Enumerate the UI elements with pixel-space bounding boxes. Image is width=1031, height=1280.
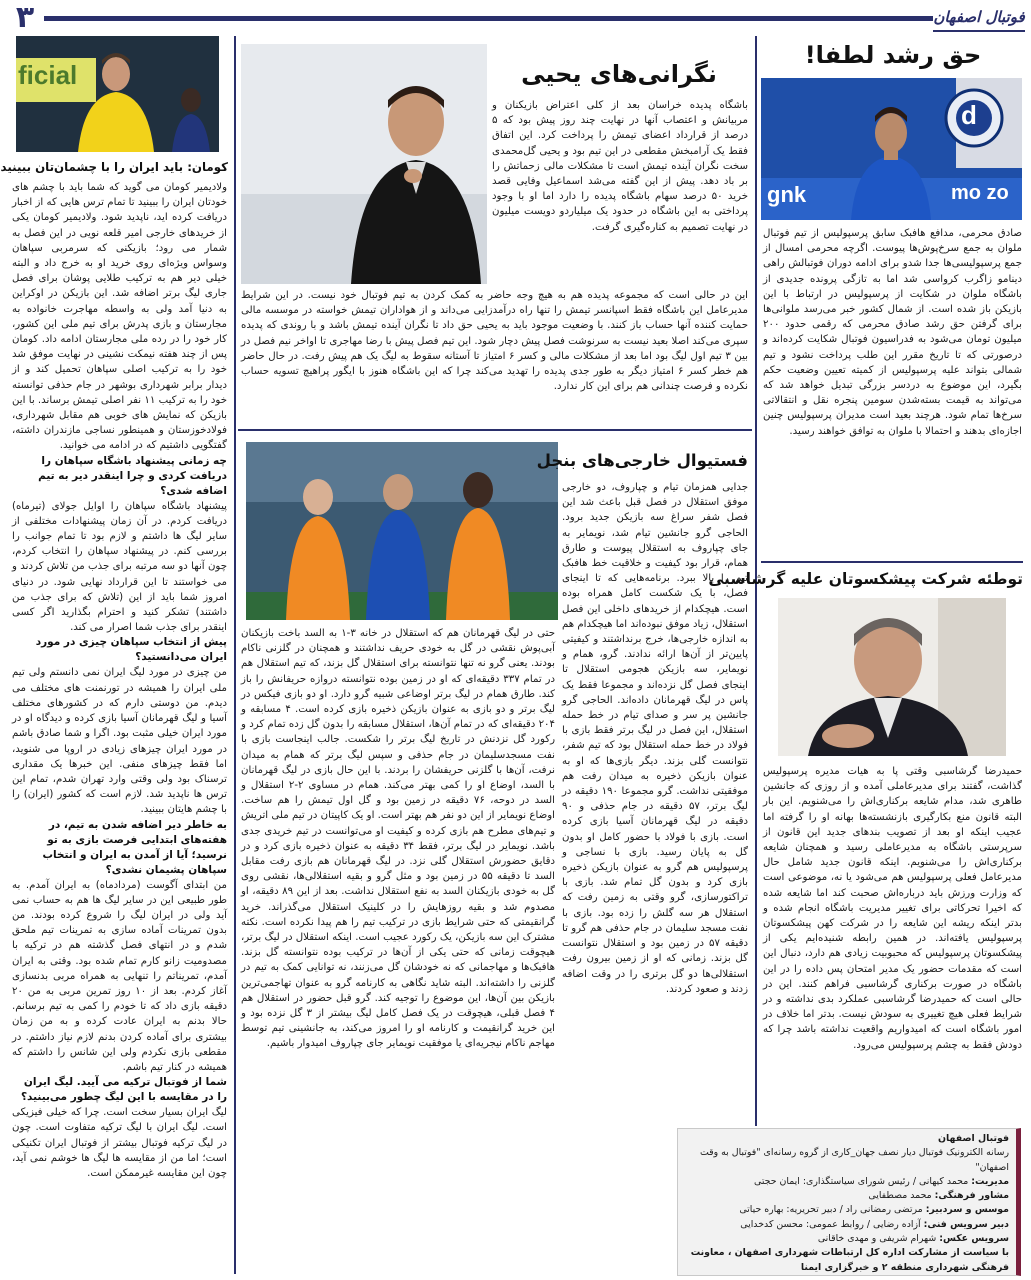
publication-logo: فوتبال اصفهان	[933, 2, 1025, 32]
article-title-foreigners: فستیوال خارجی‌های بنجل	[536, 451, 748, 470]
credits-label: مدیریت:	[971, 1175, 1009, 1187]
credits-label: موسس و سردبیر:	[925, 1204, 1009, 1216]
koman-question-1: چه زمانی پیشنهاد باشگاه سپاهان را دریافت کردی و چرا اینقدر دیر به تیم اضافه شدی؟	[38, 454, 227, 497]
photo-moharrami	[761, 78, 1022, 220]
credits-value: محمد کیهانی / رئیس شورای سیاستگذاری: ایمان حجتی	[754, 1175, 969, 1187]
credits-value: شهرام شریفی و مهدی خاقانی	[817, 1233, 937, 1245]
credits-label: با سیاست از مشارکت اداره کل ارتباطات شهرداری اصفهان ، معاونت فرهنگی شهرداری منطقه ۲ و خبرگزاری ایمنا	[690, 1247, 1009, 1273]
koman-question-3: به خاطر دیر اضافه شدن به تیم، در هفته‌های ابتدایی فرصت بازی به تو نرسید؛ آیا از آمدن به ایران و انتخاب سپاهان پشیمان نشدی؟	[42, 818, 227, 876]
article-body-foreigners-right: جدایی همزمان تیام و چپاروف، دو خارجی موفق استقلال در فصل قبل باعث شد این فصل شفر سراغ سه بازیکن جدید برود. الحاجی گرو جانشین تیام شد، نویمایر به جای چپاروف به استقلال پیوست و طارق همام، قرار بود کیفیت و خلاقیت خط هافبک تیم را بالا ببرد. برنامه‌هایی که تا اینجای فصل، با یک شکست کامل همراه بوده است. هیچکدام از خریدهای داخلی این فصل استقلال، زیاد موفق نبوده‌اند اما هیچکدام هم به اندازه خارجی‌ها، خرج برنداشتند و کیفیتی پایین‌تر از آن‌ها ارائه ندادند. گرو، همام و نویمایر، سه بازیکن هجومی استقلال تا اینجای فصل گل نزده‌اند و مجموعا فقط یک پاس در لیگ قهرمانان داده‌اند. الحاجی گرو جانشین پر سر و صدای تیام در خط حمله استقلال، این فصل در لیگ برتر فقط بازی با فولاد در خط حمله استقلال بود که تیم شفر، نتوانست گلی بزند. دیگر بازی‌ها که او به عنوان بازیکن ذخیره به میدان رفت هم موفقیتی نداشت. گرو مجموعا ۱۹۰ دقیقه در لیگ برتر، ۵۷ دقیقه در جام حذفی و ۹۰ دقیقه در لیگ قهرمانان آسیا بازی کرده است. بازی با فولاد با حضور کامل او بدون گل به پایان رسید. بازی با نساجی و پرسپولیس هم گرو به عنوان بازیکن ذخیره بازی کرد و بدون گل تمام شد. بازی با تراکتورسازی، گرو وقتی به زمین رفت که استقلال هر سه گلش را زده بود. بازی با نفت مسجد سلیمان در جام حذفی هم گرو تا دقیقه ۵۷ در زمین بود و استقلال نتوانست گل بزند. زمانی که او از زمین بیرون رفت استقلالی‌ها دو گل برتری را در وقت اضافه زدند و صعود کردند.	[561, 482, 749, 995]
article-title-koman: کومان: باید ایران را با چشمان‌تان ببینید	[0, 160, 228, 174]
brand-text: mo zo	[951, 182, 1009, 204]
article-body-foreigners-left: حتی در لیگ قهرمانان هم که استقلال در خانه ۳-۱ به السد باخت بازیکنان آبی‌پوش نقشی در گل به خودی حریف نداشتند و همچنان در گلزنی ناکام بودند. یعنی گرو نه تنها نتوانسته برای استقلال گل بزند، که تیم استقلال هم در تمام ۳۳۷ دقیقه‌ای که او در زمین بوده نتوانسته دروازه حریفانش را باز کند. طارق همام در لیگ برتر اوضاعی شبیه گرو دارد. او دو بازی فیکس در لیگ برتر و دو بازی به عنوان بازیکن ذخیره بازی کرده است. ۴ مسابقه و ۲۰۴ دقیقه‌ای که در تمام آن‌ها، استقلال مسابقه را بدون گل زده تمام کرد و رکورد گل نزدنش در تاریخ لیگ برتر را شکست. جالب اینجاست بازی با نفت مسجدسلیمان در جام حذفی و سپس لیگ برتر که همام به میدان نرفت، آن‌ها با گلزنی حریفشان را بردند. با این حال بازی در لیگ قهرمانان با السد، اوضاع او را کمی بهتر می‌کند. همام در مساوی ۲-۲ استقلال و السد در دوحه، ۷۶ دقیقه در زمین بود و گل اول تیمش را هم ساخت. اوضاع نویمایر از این دو نفر هم بهتر است. او یک کاپیتان در تیم ملی اتریش و تیم‌های مطرح هم بازی کرده و کیفیت او می‌توانست در تیم خریدی جدی باشد. نویمایر در لیگ برتر، فقط ۳۴ دقیقه به عنوان ذخیره بازی کرد و در دقایق حضورش استقلال گلی نزد. در لیگ قهرمانان هم بازی رفت مقابل السد تا دقیقه ۵۵ در زمین بود و مثل گرو و بقیه استقلالی‌ها، نقشی روی گل به خودی بازیکنان السد به نفع استقلال نداشت. بعد از این ۸۹ دقیقه، او مصدوم شد و بقیه روزهایش را در کلینیک استقلال می‌گذراند. خرید گرانقیمتی که حتی شرایط بازی در ترکیب تیم را هم پیدا نکرده است. نکته مشترک این سه بازیکن، یک رکورد عجیب است. اینکه استقلال در لیگ برتر، هیچوقت زمانی که حتی یکی از آن‌ها در ترکیب بوده نتوانسته گل بزند. هافبک‌ها و مهاجمانی که نه خودشان گل می‌زنند، نه توانایی کمک به تیم در گلزنی را داشته‌اند. البته شاید نگاهی به کارنامه گرو به عنوان تهاجمی‌ترین بازیکن بین آن‌ها، این موضوع را توجیه کند. گرو قبل حضور در استقلال هم ۴ فصل قبلی، هیچوقت در یک فصل کامل لیگ بیشتر از ۳ گل نزده بود و این خرید گرانقیمت و کارنامه او را امروز می‌کند، به جانشینی تیم توسط مهاجم ناکام نیجریه‌ای یا موفقیت نویمایر جای چپاروف امیدوار باشیم.	[241, 628, 556, 1050]
credits-value: مرتضی رمضانی راد / دبیر تحریریه: بهاره حیاتی	[739, 1204, 923, 1216]
credits-label: دبیر سرویس فنی:	[923, 1218, 1009, 1230]
article-body-sadegh: صادق محرمی، مدافع هافبک سابق پرسپولیس از تیم فوتبال ملوان به جمع سرخ‌پوش‌ها پیوست. اگرچه محرمی امسال از جمع پرسپولیسی‌ها جدا شدو برای ادامه دوران فوتبالش راهی دینامو زاگرب کرواسی شد اما به تازگی پرونده جدیدی از باشگاه ملوان در شکایت از پرسپولیس در ارتباط با این بازیکن باز شده است. از شمال کشور خبر می‌رسد ملوانی‌ها برای گرفتن حق رشد صادق محرمی که رقمی حدود ۲۰۰ میلیون تومان می‌شود به فدراسیون فوتبال شکایت کرده‌اند و درصورتی که تا تاریخ مقرر این طلب پرداخت نشود و تیم شمالی بتواند علیه پرسپولیس از کمیته تعیین وضعیت حکم بگیرد، این موضوع به دردسر بزرگی تبدیل خواهد شد که می‌تواند به قیمت بسته‌شدن سومین پنجره نقل و انتقالاتی سرخ‌ها تمام شود. هرچند بعید است مدیران پرسپولیس چنین اجازه‌ای بدهند و احتمالا با ملوان به توافق خواهند رسید.	[763, 228, 1022, 437]
article-body-yahya-intro: باشگاه پدیده خراسان بعد از کلی اعتراض بازیکنان و مربیانش و اعتصاب آنها در نهایت چند روز پیش بود که ۵ درصد از قرارداد اعضای تیمش را پرداخت کرد. این اتفاق فقط یک آرامبخش مقطعی در این تیم بود و یحیی گل‌محمدی سخت نگران آینده تیمش است تا مشکلات مالی زحماتش را بر باد دهد. پیش از این گفته می‌شد اسماعیل وفایی قصد خرید ۵۰ درصد سهام باشگاه پدیده را دارد اما او با وجود پرداختی به این باشگاه در حدود یک میلیاردو دویست میلیون در نهایت تصمیم به کناره‌گیری گرفت.	[492, 100, 748, 233]
article-body-garshasbi: حمیدرضا گرشاسبی وقتی پا به هیات مدیره پرسپولیس گذاشت، گفتند برای مدیرعاملی آمده و از روزی که جانشین طاهری شد، مدام شایعه برکناری‌اش را می‌شنویم. این بار البته قانون منع بکارگیری بازنشسته‌ها بهانه او را گرفته اما عجیب اینکه او بعد از تصویب بندهای جدید این قانون از سرپرستی باشگاه به مدیرعاملی رسید و همچنان شایعه برکناری‌اش را می‌شنویم. اینکه قانون جدید شامل حال مدیرعامل فعلی پرسپولیس هم می‌شود یا نه، موضوعی است که وزارت ورزش باید درباره‌اش صحبت کند اما شایعه شده که اخیرا تحرکاتی برای تغییر مدیریت باشگاه انجام شده و بدتر اینکه ریشه این شایعه را در شرکت کهن پیشکسوتان پرسپولیس یافته‌اند. در همین رابطه شنیده‌ایم یکی از پیشکسوتان پرسپولیس که محبوبیت زیادی هم دارد، دنبال این است که مقدمات حضور یک مدیر امتحان پس داده را در این باشگاه در صورت برکناری گرشاسبی فراهم کنند. این در حالی است که حمیدرضا گرشاسبی عملکرد بدی نداشته و در شرایط فعلی هیچ تغییری به سودش نیست. بدتر اما خلاف در امور باشگاه است که امیدواریم واقعیت نداشته باشد چرا که دودش فقط به چشم پرسپولیس می‌رود.	[763, 766, 1022, 1051]
photo-garshasbi	[778, 598, 1006, 756]
club-crest-letter: d	[961, 100, 977, 130]
article-title-yahya: نگرانی‌های یحیی	[521, 60, 717, 88]
column-divider	[234, 36, 236, 1274]
article-body-yahya: این در حالی است که مجموعه پدیده هم به هیچ وجه حاضر به کمک کردن به تیم فوتبال خود نیست. در این شرایط مدیرعامل این باشگاه فقط اسپانسر تیمش را تنها راه درآمدزایی می‌داند و از هواداران تیمش خواسته در موسسه مالی حمایت کننده آنها حساب باز کنند. با وضعیت موجود باید به یحیی حق داد تا نگران آینده تیمش باشد و با روندی که پدیده سپری می‌کند اصلا بعید نیست به سرنوشت فصل پیش دچار شود. این تیم فصل پیش با رضا مهاجری تا اواخر نیم فصل در بین ۳ تیم اول لیگ بود اما بعد از مشکلات مالی و کسر ۶ امتیاز تا آستانه سقوط به لیگ یک هم پیش رفت. در حال حاضر هم خطر کسر ۶ امتیاز دیگر به طور جدی پدیده را تهدید می‌کند چرا که این باشگاه هنوز با ایگور پراهیچ تسویه حساب نکرده و فرصت چندانی هم برای این کار ندارد.	[241, 290, 748, 393]
koman-answer-2: من چیزی در مورد لیگ ایران نمی دانستم ولی تیم ملی ایران را همیشه در تورنمنت های مختلف می دیدم. من دوستی دارم که در کشورهای مختلف آسیا و لیگ قهرمانان آسیا بازی کرده و دیدگاه او در مورد ایران خیلی مثبت بود. اگرا و شما صادق باشم در مورد ایران چیزهای زیادی در اروپا می شنوید، اما فقط چیزهای منفی. این خبرها یک مقداری ترسناک بود ولی وقتی وارد تهران شدم، تمام این ترس ها ناپدید شد. لازم است که کشور (ایران) را با چشم هایتان ببینید.	[12, 667, 227, 816]
koman-question-4: شما از فوتبال ترکیه می آیید. لیگ ایران را در مقایسه با این لیگ چطور می‌بینید؟	[20, 1076, 227, 1104]
sponsor-text: gnk	[767, 182, 807, 207]
credits-value: آزاده رضایی / روابط عمومی: محسن کدخدایی	[740, 1218, 921, 1230]
credits-value: محمد مصطفایی	[868, 1190, 932, 1202]
koman-intro: ولادیمیر کومان می گوید که شما باید با چشم های خودتان ایران را ببینید تا تمام ترس هایی که از اخبار دریافت کرده اید، ناپدید شود. ولادیمیر کومان یکی از خریدهای خارجی امیر قلعه نویی در این فصل به شمار می رود؛ بازیکنی که سرمربی سپاهان وسواس ویژه‌ای روی خرید او به خرج داد و البته خیلی دیر هم به ترکیب طلایی پوشان برای فصل جاری لیگ برتر اضافه شد. این بازیکن در اوکراین به دنیا آمد ولی به واسطه مهاجرت خانواده به مجارستان و بازی پدرش برای تیم ملی این کشور، کار خود را در رده ملی مجارستان ادامه داد. کومان پس از چند هفته نیمکت نشینی در نهایت موفق شد خود را به ترکیب اصلی سپاهان تحمیل کند و از دیدار برابر شهرداری بوشهر در جام حذفی توانسته خود را به ترکیب ۱۱ نفر اصلی تیمش برساند. با این بازیکن که نمایش های خوبی هم مقابل شهرداری، فولادخوزستان و همینطور نساجی مازندران داشته، گفتگویی داشتیم که در ادامه می خوانید.	[12, 182, 227, 452]
article-body-koman	[12, 180, 227, 1274]
photo-banner-text: ficial	[18, 60, 78, 90]
section-divider	[238, 429, 752, 431]
page-header	[4, 0, 1031, 34]
page-number: ۳	[15, 0, 35, 35]
photo-yahya	[241, 44, 487, 284]
article-title-garshasbi: توطئه شرکت پیشکسوتان علیه گرشاسبی	[708, 570, 1023, 588]
photo-koman	[16, 36, 219, 152]
credits-label: فوتبال اصفهان	[937, 1133, 1009, 1144]
article-title-sadegh: حق رشد لطفا!	[804, 41, 982, 69]
koman-answer-3: من ابتدای آگوست (مردادماه) به ایران آمدم. به طور طبیعی این در سایر لیگ ها هم به حساب نمی آید ولی در ایران لیگ را شروع کرده بودند. من بدون تمرینات آماده سازی به تمرینات تیم ملحق شدم و در انتهای فصل گذشته هم در ترکیه با مصدومیت زانو کارم تمام شده بود. وقتی به ایران آمدم، تمریناتم را تنهایی به همراه مربی بدنسازی آغاز کردم. بعد از ۱۰ روز تمرین مربی به من ۲۰ دقیقه بازی داد که تا خودم را کمی به تیم برسانم. حالا بدنم به ایران عادت کرده و به من زمان بیشتری برای آماده کردن بدنم لازم نیاز داشتم. در مقطعی بازی نکردم ولی این شانس را داشتم که همیشه در کنار تیم باشم.	[12, 879, 227, 1073]
credits-label: مشاور فرهنگی:	[934, 1190, 1009, 1202]
photo-esteghlal-players	[246, 442, 558, 620]
credits-label: سرویس عکس:	[939, 1233, 1009, 1245]
koman-answer-1: پیشنهاد باشگاه سپاهان را اوایل جولای (تیرماه) دریافت کردم. در آن زمان پیشنهادات مختلفی از سایر لیگ ها داشتم و لازم بود تا تمام جوانب را بررسی کنم. در پیشنهاد سپاهان را انتخاب کردم، چون آنها دو سه مرتبه برای جذب من تلاش کردند و می خواستند تا این قرارداد نهایی شود. در دنیای امروز شما باید از این (تلاش که برای جذب من داشتند) تشکر کنید و احترام بگذارید اگر کسی اینقدر برای جذب شما اصرار می کند.	[12, 500, 227, 634]
credits-value: رسانه الکترونیک فوتبال دیار نصف جهان_کاری از گروه رسانه‌ای "فوتبال به وقت اصفهان"	[699, 1147, 1009, 1173]
header-rule	[44, 16, 934, 21]
section-divider	[761, 561, 1023, 563]
koman-question-2: پیش از انتخاب سپاهان چیزی در مورد ایران می‌دانستید؟	[35, 636, 227, 664]
koman-answer-4: لیگ ایران بسیار سخت است. چرا که خیلی فیزیکی است. لیگ ایران با لیگ ترکیه متفاوت است. چون در لیگ ترکیه فوتبال بیشتر از فوتبال ایران تکنیکی است؛ اما من از مقایسه ها لیگ ها خوشم نمی آید، چون این مقایسه غیرممکن است.	[12, 1107, 227, 1179]
